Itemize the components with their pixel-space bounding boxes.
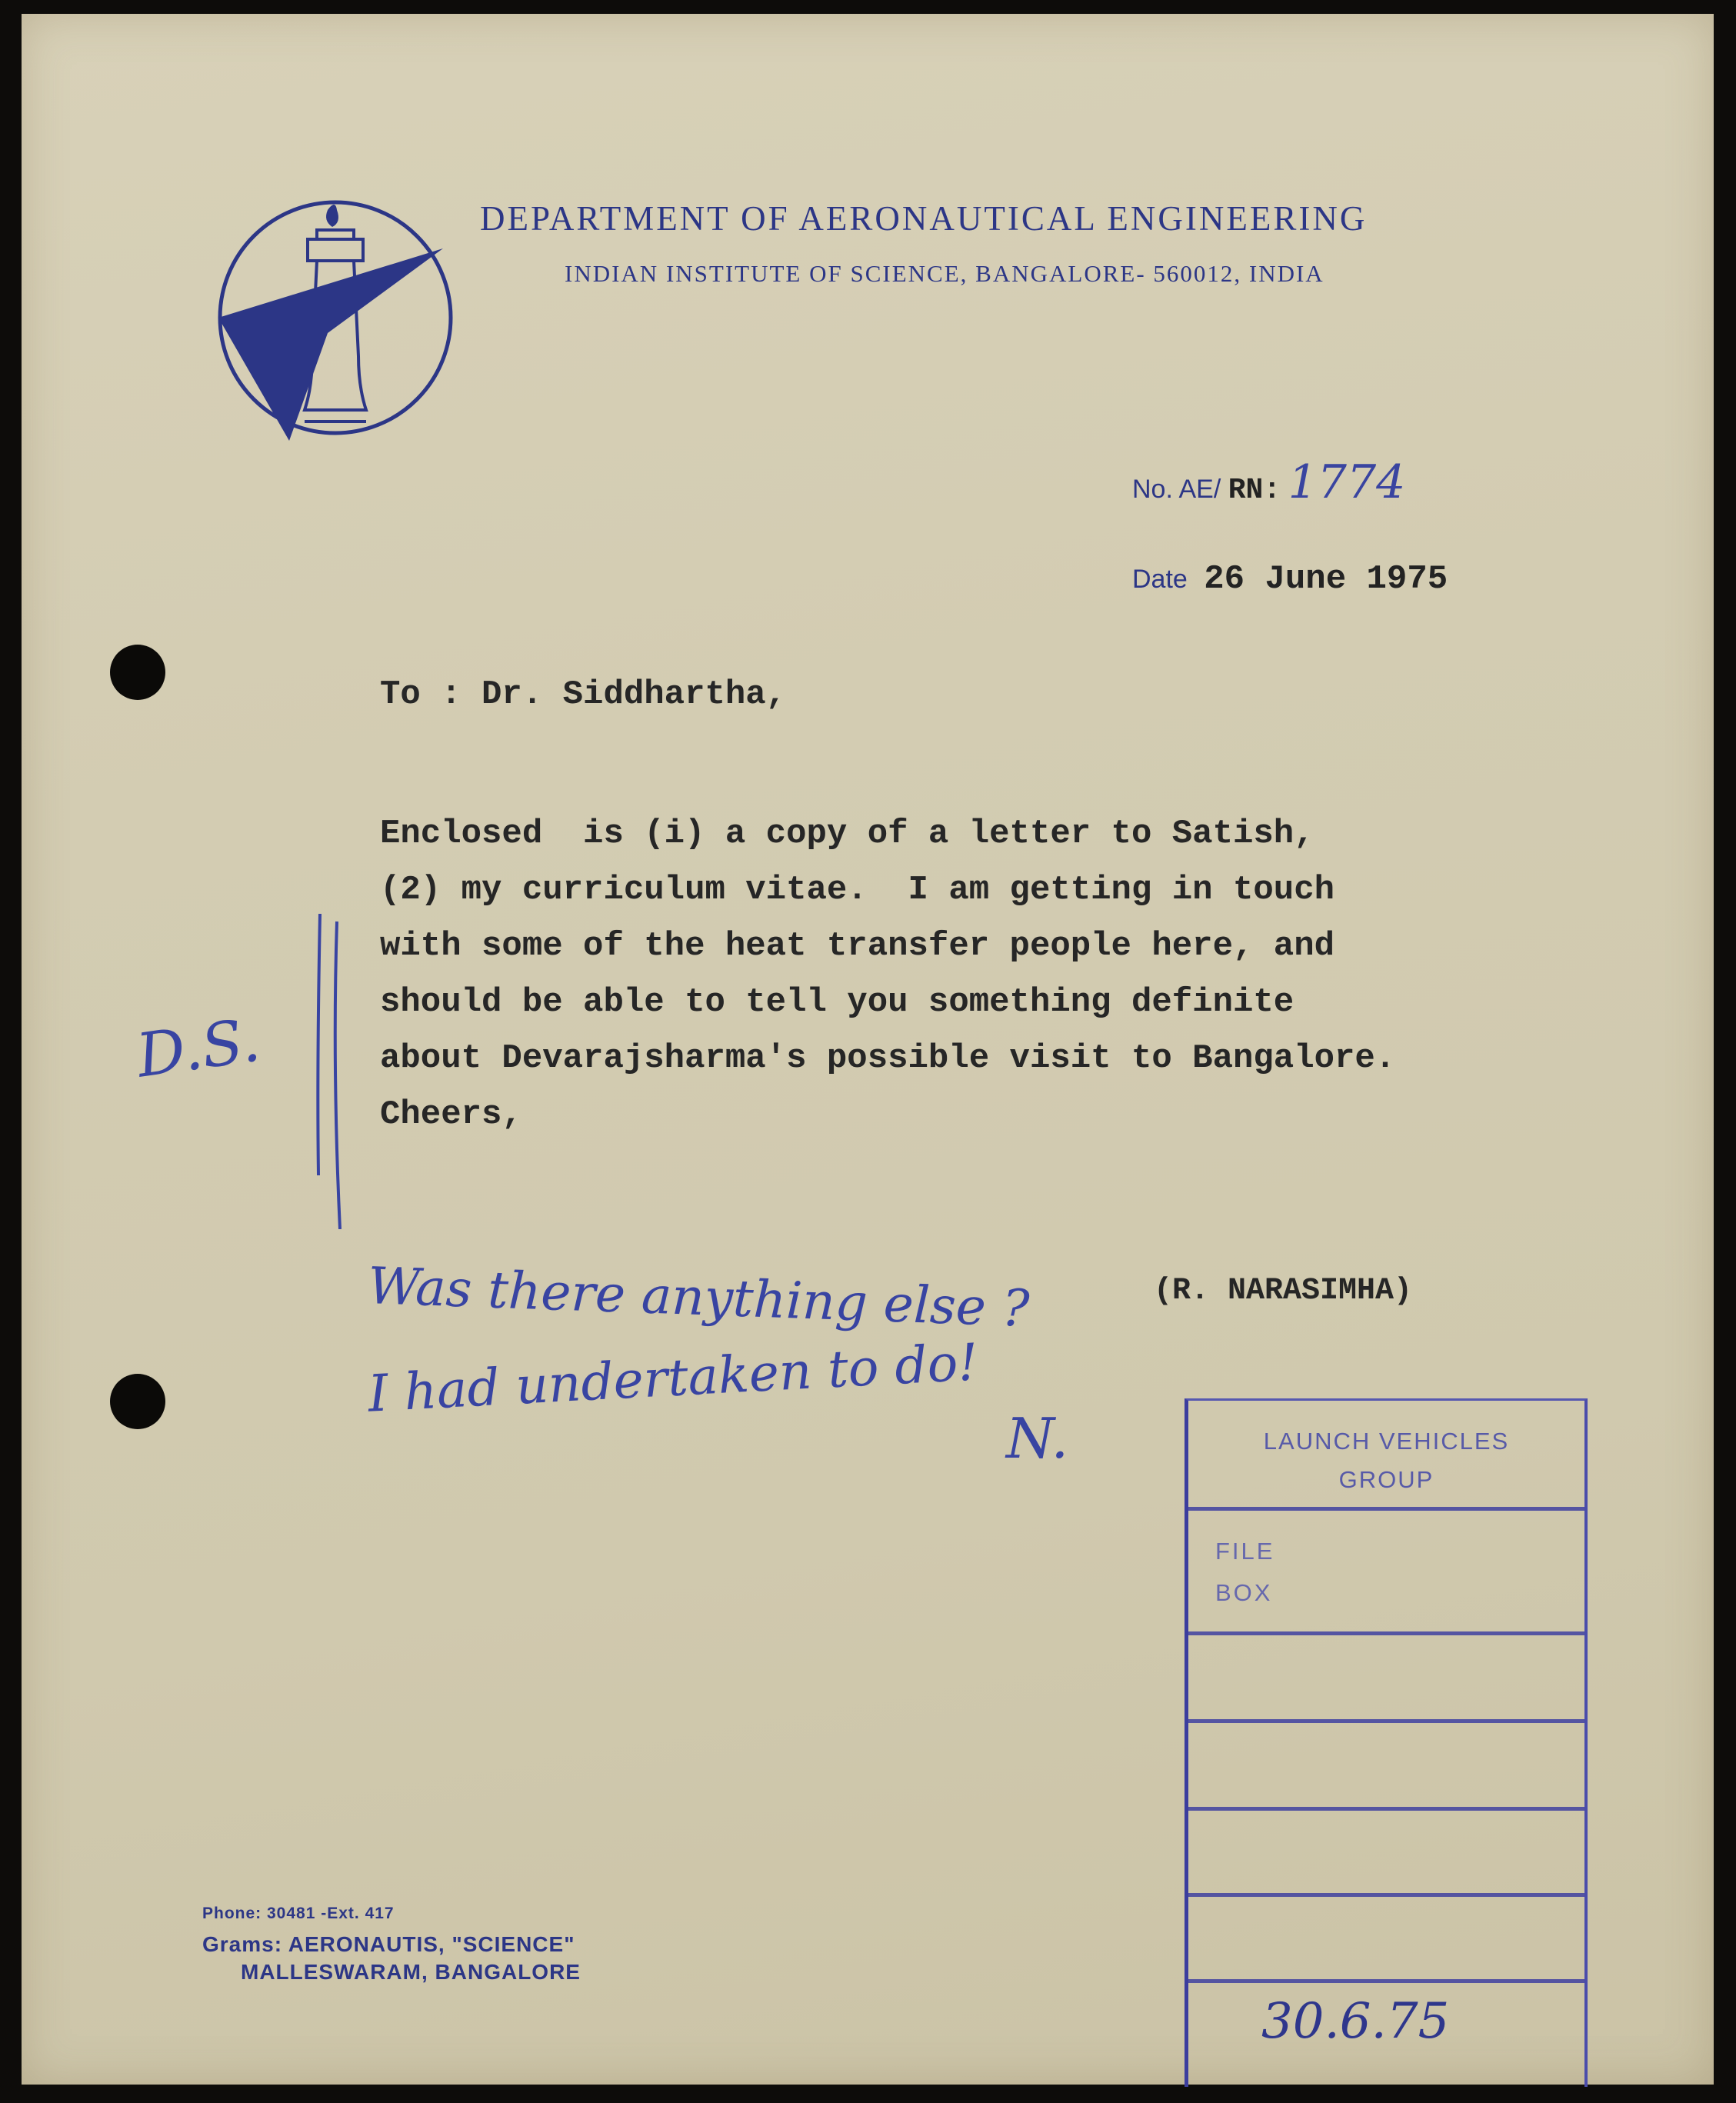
department-title: DEPARTMENT OF AERONAUTICAL ENGINEERING: [480, 199, 1368, 238]
reference-typed: RN:: [1228, 474, 1281, 507]
stamp-line2: GROUP: [1338, 1466, 1434, 1493]
stamp-rule: [1188, 1507, 1584, 1511]
contact-grams: Grams: AERONAUTIS, "SCIENCE": [202, 1932, 575, 1956]
handwritten-note-line2: I had undertaken to do!: [366, 1332, 980, 1424]
stamp-box-label: BOX: [1215, 1579, 1273, 1606]
contact-address: MALLESWARAM, BANGALORE: [241, 1960, 581, 1984]
stamp-rule: [1188, 1719, 1584, 1723]
handwritten-note-line1: Was there anything else ?: [366, 1256, 1031, 1338]
stamp-rule: [1188, 1893, 1584, 1897]
reference-handwritten-number: 1774: [1288, 455, 1406, 509]
institute-address: INDIAN INSTITUTE OF SCIENCE, BANGALORE- 560012, INDIA: [565, 260, 1324, 287]
stamp-file-label: FILE: [1215, 1538, 1275, 1565]
reference-number: [1132, 455, 1405, 509]
margin-double-line: [306, 914, 360, 1229]
date-label: Date: [1132, 565, 1188, 594]
stamp-rule: [1188, 1631, 1584, 1635]
body-line: Cheers,: [380, 1095, 522, 1134]
reference-prefix: No. AE/: [1132, 475, 1221, 504]
body-line: with some of the heat transfer people here, and: [380, 927, 1335, 965]
date-value: 26 June 1975: [1204, 560, 1448, 598]
date-line: [1132, 560, 1448, 598]
stamp-line1: LAUNCH VEHICLES: [1263, 1428, 1510, 1455]
body-line: (2) my curriculum vitae. I am getting in touch: [380, 871, 1335, 909]
body-line: should be able to tell you something definite: [380, 983, 1295, 1022]
punch-hole-bottom: [110, 1374, 165, 1429]
contact-phone: Phone: 30481 -Ext. 417: [202, 1905, 395, 1922]
stamp-rule: [1188, 1979, 1584, 1983]
punch-hole-top: [110, 645, 165, 700]
body-line: Enclosed is (i) a copy of a letter to Satish,: [380, 815, 1314, 853]
stamp-rule: [1188, 1807, 1584, 1811]
stamp-title: [1188, 1422, 1584, 1499]
salutation: To : Dr. Siddhartha,: [380, 675, 787, 714]
signatory-name: (R. NARASIMHA): [1154, 1274, 1413, 1308]
institute-logo: [212, 195, 458, 441]
margin-initials: D.S.: [132, 1005, 265, 1091]
letter-sheet: [22, 14, 1714, 2085]
body-line: about Devarajsharma's possible visit to Bangalore.: [380, 1039, 1396, 1078]
letter-body: [380, 806, 1395, 1143]
handwritten-initial: N.: [1006, 1406, 1069, 1471]
stamp-handwritten-date: 30.6.75: [1261, 1993, 1450, 2050]
file-stamp: [1185, 1398, 1588, 2087]
contact-footer: [202, 1905, 581, 1988]
